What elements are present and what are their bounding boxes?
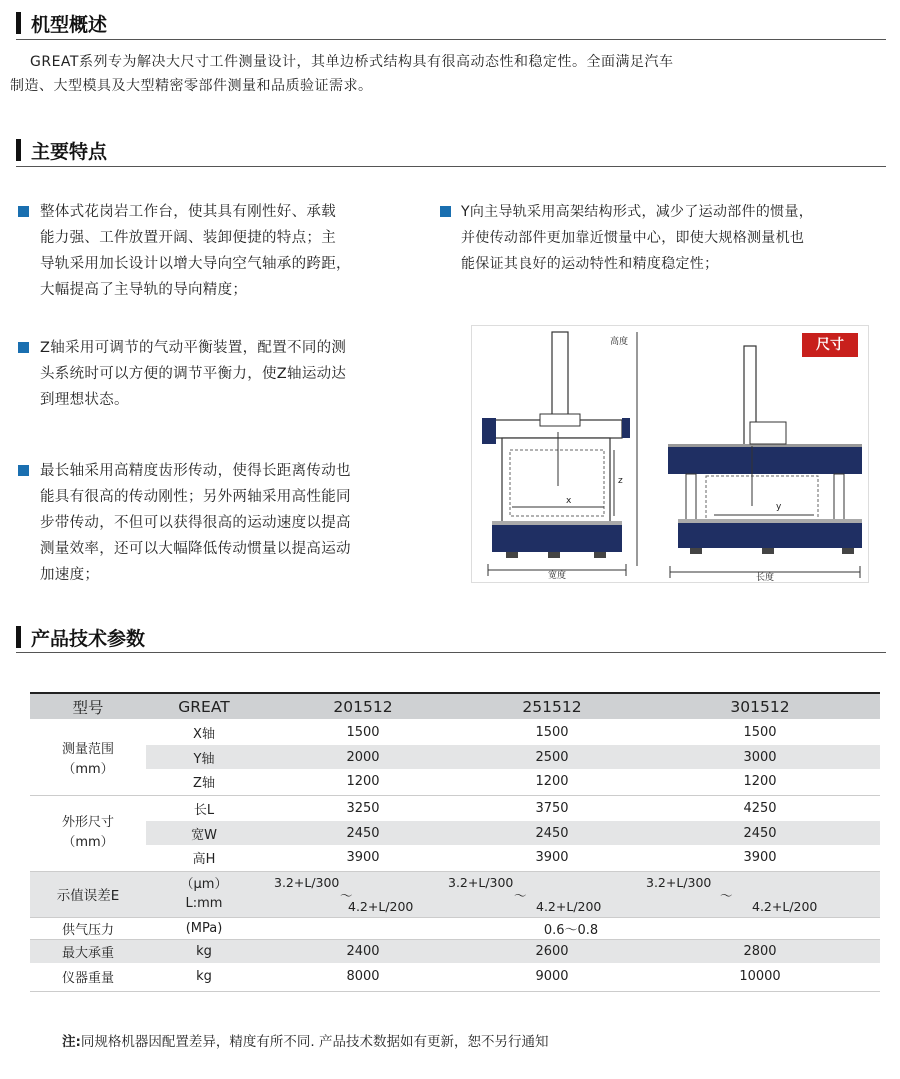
z-axis-label: z <box>618 476 623 486</box>
features-heading <box>16 137 107 163</box>
overview-line-2: 制造、大型模具及大型精密零部件测量和品质验证需求。 <box>10 78 373 94</box>
feature-line: 最长轴采用高精度齿形传动，使得长距离传动也 <box>40 463 351 479</box>
table-cell: 2450 <box>346 825 380 841</box>
table-row <box>30 821 880 845</box>
table-cell: 3250 <box>346 800 380 816</box>
feature-line: 到理想状态。 <box>40 392 129 408</box>
table-cell: Y轴 <box>193 751 215 767</box>
table-row <box>30 917 880 939</box>
table-cell: 1500 <box>535 724 569 740</box>
table-cell: 宽W <box>191 827 217 843</box>
load-label: 最大承重 <box>61 945 114 961</box>
feature-line: 头系统时可以方便的调节平衡力，使Z轴运动达 <box>40 366 347 382</box>
air-unit: (MPa) <box>185 920 223 936</box>
group-unit: （mm） <box>62 761 114 777</box>
heading-bar <box>16 12 21 34</box>
table-cell: 2600 <box>535 943 569 959</box>
error-a: 3.2+L/300 <box>646 874 712 890</box>
feature-line: 大幅提高了主导轨的导向精度； <box>40 282 248 298</box>
error-cell <box>640 871 880 917</box>
table-cell: X轴 <box>193 726 215 742</box>
feature-2 <box>40 335 430 413</box>
table-row <box>30 745 880 769</box>
x-axis-label: x <box>566 496 572 506</box>
table-cell: 长L <box>193 802 215 818</box>
bullet-icon <box>18 206 29 217</box>
feature-line: 整体式花岗岩工作台，使其具有刚性好、承载 <box>40 204 336 220</box>
error-b: 4.2+L/200 <box>752 898 818 914</box>
size-group-cell <box>30 795 146 871</box>
table-cell: 2800 <box>743 943 777 959</box>
heading-bar <box>16 139 21 161</box>
table-cell: 3900 <box>535 850 569 866</box>
machine-drawing <box>472 326 870 584</box>
table-cell: 3900 <box>346 850 380 866</box>
bullet-icon <box>18 465 29 476</box>
feature-3 <box>40 458 430 588</box>
spec-table <box>30 692 880 992</box>
air-label: 供气压力 <box>61 922 114 938</box>
feature-line: 导轨采用加长设计以增大导向空气轴承的跨距， <box>40 256 351 272</box>
error-unit: L:mm <box>185 896 223 911</box>
feature-line: 并使传动部件更加靠近惯量中心，即使大规格测量机也 <box>461 230 805 246</box>
group-unit: （mm） <box>62 835 114 850</box>
group-label: 外形尺寸 <box>61 815 114 830</box>
table-cell: 2500 <box>535 749 569 765</box>
table-row <box>30 845 880 871</box>
feature-line: 加速度； <box>40 567 100 583</box>
table-cell: 3000 <box>743 749 777 765</box>
weight-label: 仪器重量 <box>61 971 114 987</box>
bullet-icon <box>440 206 451 217</box>
y-axis-label: y <box>776 502 782 512</box>
error-tilde: ～ <box>340 887 353 903</box>
heading-bar <box>16 626 21 648</box>
table-cell: 8000 <box>346 969 380 985</box>
footnote <box>62 1030 549 1050</box>
header-cell: 301512 <box>640 693 880 719</box>
error-a: 3.2+L/300 <box>274 874 340 890</box>
footnote-prefix: 注: <box>62 1034 81 1050</box>
feature-line: 能力强、工件放置开阔、装卸便捷的特点；主 <box>40 230 336 246</box>
footnote-text: 同规格机器因配置差异，精度有所不同. 产品技术数据如有更新，恕不另行通知 <box>80 1034 549 1050</box>
table-row <box>30 769 880 795</box>
table-cell: 4250 <box>743 800 777 816</box>
error-tilde: ～ <box>720 887 733 903</box>
table-cell: 1200 <box>743 774 777 790</box>
divider <box>16 652 886 653</box>
error-tilde: ～ <box>514 887 527 903</box>
table-cell: 1200 <box>346 774 380 790</box>
error-cell <box>262 871 464 917</box>
overview-title: 机型概述 <box>31 13 108 36</box>
width-label: 宽度 <box>548 571 567 581</box>
table-row <box>30 871 880 917</box>
overview-line-1: GREAT系列专为解决大尺寸工件测量设计，其单边桥式结构具有很高动态性和稳定性。全面满足汽车 <box>30 54 674 70</box>
features-title: 主要特点 <box>31 140 108 163</box>
error-a: 3.2+L/300 <box>448 874 514 890</box>
table-cell: 3750 <box>535 800 569 816</box>
air-value: 0.6～0.8 <box>543 922 599 938</box>
divider <box>16 166 886 167</box>
table-row <box>30 719 880 745</box>
feature-1 <box>40 199 430 303</box>
feature-line: 测量效率，还可以大幅降低传动惯量以提高运动 <box>40 541 351 557</box>
table-cell: 3900 <box>743 850 777 866</box>
table-cell: 1200 <box>535 774 569 790</box>
header-cell: 型号 <box>30 693 146 719</box>
load-unit: kg <box>196 943 212 959</box>
table-cell: 1500 <box>743 724 777 740</box>
range-group-cell <box>30 719 146 795</box>
bullet-icon <box>18 342 29 353</box>
params-title: 产品技术参数 <box>31 627 146 650</box>
length-label: 长度 <box>756 573 775 583</box>
table-row <box>30 963 880 991</box>
error-b: 4.2+L/200 <box>536 898 602 914</box>
divider <box>16 39 886 40</box>
table-cell: 2000 <box>346 749 380 765</box>
error-cell <box>448 871 640 917</box>
table-cell: 9000 <box>535 969 569 985</box>
error-unit-cell <box>146 871 262 917</box>
header-cell: GREAT <box>146 693 262 719</box>
params-heading <box>16 624 145 650</box>
table-cell: 2450 <box>535 825 569 841</box>
feature-line: 能保证其良好的运动特性和精度稳定性； <box>461 256 719 272</box>
dimension-tag: 尺寸 <box>802 333 858 357</box>
table-cell: 高H <box>192 852 216 868</box>
group-label: 测量范围 <box>61 741 114 757</box>
feature-line: 能具有很高的传动刚性；另外两轴采用高性能同 <box>40 489 351 505</box>
feature-line: Z轴采用可调节的气动平衡装置，配置不同的测 <box>40 340 347 356</box>
table-header-row <box>30 693 880 719</box>
error-b: 4.2+L/200 <box>348 898 414 914</box>
feature-line: Y向主导轨采用高架结构形式，减少了运动部件的惯量， <box>461 204 814 220</box>
table-cell: 10000 <box>739 969 781 985</box>
table-cell: Z轴 <box>193 776 215 792</box>
table-row <box>30 795 880 821</box>
overview-heading <box>16 10 107 36</box>
dimension-diagram <box>471 325 869 583</box>
height-label: 高度 <box>610 337 629 347</box>
feature-line: 步带传动，不但可以获得很高的运动速度以提高 <box>40 515 351 531</box>
header-cell: 251512 <box>464 693 640 719</box>
feature-4 <box>461 199 891 277</box>
table-cell: 1500 <box>346 724 380 740</box>
error-label: 示值误差E <box>56 888 120 904</box>
error-unit: （μm） <box>180 877 228 892</box>
overview-text <box>10 50 880 98</box>
table-cell: 2400 <box>346 943 380 959</box>
weight-unit: kg <box>196 969 212 985</box>
table-cell: 2450 <box>743 825 777 841</box>
table-row <box>30 939 880 963</box>
header-cell: 201512 <box>262 693 464 719</box>
